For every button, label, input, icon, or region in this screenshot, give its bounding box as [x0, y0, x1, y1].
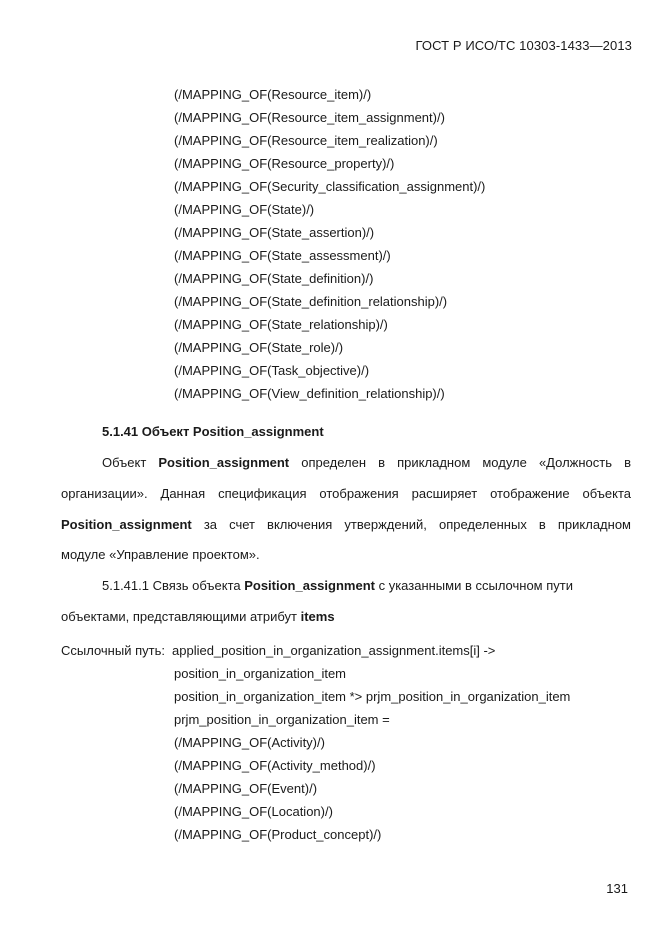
reference-path-line: position_in_organization_item	[174, 666, 347, 681]
reference-path-line: prjm_position_in_organization_item =	[174, 712, 390, 727]
paragraph-line	[61, 517, 631, 533]
reference-path-line: (/MAPPING_OF(Activity_method)/)	[174, 758, 376, 773]
reference-path-line: (/MAPPING_OF(Product_concept)/)	[174, 827, 382, 842]
mapping-line: (/MAPPING_OF(Resource_item)/)	[174, 87, 372, 102]
paragraph-text: за счет включения утверждений, определенных в прикладном	[191, 517, 631, 532]
subsection-heading-line	[61, 609, 631, 625]
subsection-text: объектами, представляющими атрибут	[61, 609, 301, 624]
paragraph-line	[102, 455, 631, 471]
paragraph-text: модуле «Управление проектом».	[61, 547, 260, 562]
entity-name: Position_assignment	[158, 455, 290, 470]
reference-path-line: (/MAPPING_OF(Event)/)	[174, 781, 318, 796]
subsection-heading-line	[102, 578, 661, 594]
reference-path-label: Ссылочный путь:	[61, 643, 165, 658]
mapping-line: (/MAPPING_OF(Resource_item_realization)/)	[174, 133, 438, 148]
attribute-name: items	[300, 609, 335, 624]
mapping-line: (/MAPPING_OF(State_definition)/)	[174, 271, 374, 286]
paragraph-line	[61, 486, 631, 502]
subsection-text: с указанными в ссылочном пути	[374, 578, 573, 593]
subsection-text: 5.1.41.1 Связь объекта	[102, 578, 245, 593]
mapping-line: (/MAPPING_OF(State_assertion)/)	[174, 225, 375, 240]
mapping-line: (/MAPPING_OF(State_definition_relationship)/)	[174, 294, 448, 309]
reference-path-line: applied_position_in_organization_assignment.items[i] ->	[172, 643, 496, 658]
entity-name: Position_assignment	[61, 517, 192, 532]
mapping-line: (/MAPPING_OF(Resource_item_assignment)/)	[174, 110, 445, 125]
entity-name: Position_assignment	[244, 578, 375, 593]
mapping-line: (/MAPPING_OF(State_role)/)	[174, 340, 344, 355]
paragraph-text: определен в прикладном модуле «Должность в	[289, 455, 631, 470]
section-heading: 5.1.41 Объект Position_assignment	[102, 424, 324, 439]
paragraph-line	[61, 547, 631, 563]
document-header-id: ГОСТ Р ИСО/ТС 10303-1433—2013	[415, 38, 632, 53]
mapping-line: (/MAPPING_OF(Task_objective)/)	[174, 363, 370, 378]
reference-path-line: (/MAPPING_OF(Activity)/)	[174, 735, 325, 750]
paragraph-text: Объект	[102, 455, 159, 470]
mapping-line: (/MAPPING_OF(State_relationship)/)	[174, 317, 388, 332]
mapping-line: (/MAPPING_OF(Resource_property)/)	[174, 156, 395, 171]
mapping-line: (/MAPPING_OF(State)/)	[174, 202, 315, 217]
reference-path-line: (/MAPPING_OF(Location)/)	[174, 804, 333, 819]
paragraph-text: организации». Данная спецификация отображения расширяет отображение объекта	[61, 486, 631, 501]
mapping-line: (/MAPPING_OF(View_definition_relationship)/)	[174, 386, 445, 401]
mapping-line: (/MAPPING_OF(State_assessment)/)	[174, 248, 391, 263]
mapping-line: (/MAPPING_OF(Security_classification_assignment)/)	[174, 179, 486, 194]
page-number: 131	[606, 881, 628, 896]
reference-path-line: position_in_organization_item *> prjm_position_in_organization_item	[174, 689, 571, 704]
